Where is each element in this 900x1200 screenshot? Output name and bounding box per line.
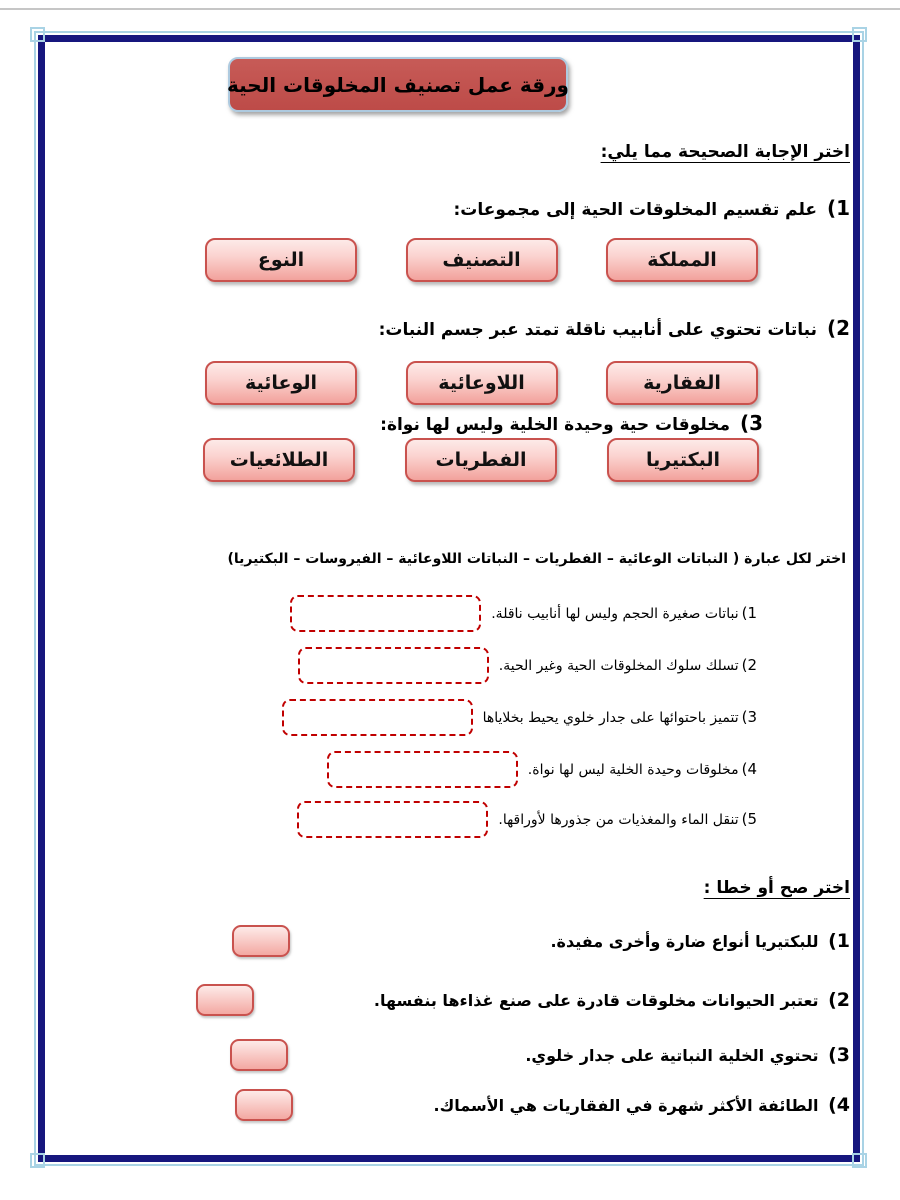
option-button-vascular[interactable]: الوعائية bbox=[205, 361, 357, 405]
true-false-1-text: للبكتيريا أنواع ضارة وأخرى مفيدة. bbox=[550, 932, 819, 951]
matching-statement-5 bbox=[498, 810, 757, 828]
question-2-options bbox=[205, 361, 758, 405]
top-divider-line bbox=[0, 8, 900, 10]
frame-corner-ornament bbox=[852, 1153, 867, 1168]
multiple-choice-heading: اختر الإجابة الصحيحة مما يلي: bbox=[600, 142, 850, 162]
true-false-3-number: 3) bbox=[828, 1044, 850, 1066]
matching-row-2 bbox=[298, 646, 757, 684]
question-2 bbox=[379, 316, 850, 340]
true-false-3-text: تحتوي الخلية النباتية على جدار خلوي. bbox=[525, 1046, 819, 1065]
true-false-box-1[interactable] bbox=[232, 925, 290, 957]
answer-dropzone-2[interactable] bbox=[298, 647, 489, 684]
matching-statement-1 bbox=[491, 604, 757, 622]
matching-row-3 bbox=[282, 698, 757, 736]
true-false-4-number: 4) bbox=[828, 1094, 850, 1116]
answer-dropzone-5[interactable] bbox=[297, 801, 488, 838]
question-3-text: مخلوقات حية وحيدة الخلية وليس لها نواة: bbox=[380, 415, 731, 435]
matching-row-4 bbox=[327, 750, 757, 788]
answer-dropzone-1[interactable] bbox=[290, 595, 481, 632]
question-2-number: 2) bbox=[826, 316, 850, 340]
option-button-nonvascular[interactable]: اللاوعائية bbox=[406, 361, 558, 405]
matching-5-number: 5) bbox=[741, 810, 757, 828]
option-button-protists[interactable]: الطلائعيات bbox=[203, 438, 355, 482]
matching-5-text: تنقل الماء والمغذيات من جذورها لأوراقها. bbox=[498, 812, 739, 828]
option-button-fungi[interactable]: الفطريات bbox=[405, 438, 557, 482]
true-false-box-3[interactable] bbox=[230, 1039, 288, 1071]
true-false-1-number: 1) bbox=[828, 930, 850, 952]
frame-corner-ornament bbox=[30, 27, 45, 42]
matching-statement-4 bbox=[528, 760, 757, 778]
answer-dropzone-4[interactable] bbox=[327, 751, 518, 788]
true-false-statement-2 bbox=[374, 984, 850, 1017]
matching-heading: اختر لكل عبارة ( النباتات الوعائية – الفطريات – النباتات اللاوعائية – الفيروسات – البكتيريا) bbox=[227, 551, 846, 567]
frame-corner-ornament bbox=[852, 27, 867, 42]
question-1-number: 1) bbox=[826, 196, 850, 220]
option-button-classification[interactable]: التصنيف bbox=[406, 238, 558, 282]
matching-3-number: 3) bbox=[741, 708, 757, 726]
matching-row-5 bbox=[297, 800, 757, 838]
matching-row-1 bbox=[290, 594, 757, 632]
question-1-text: علم تقسيم المخلوقات الحية إلى مجموعات: bbox=[453, 200, 818, 220]
option-button-vertebrates[interactable]: الفقارية bbox=[606, 361, 758, 405]
option-button-species[interactable]: النوع bbox=[205, 238, 357, 282]
true-false-statement-3 bbox=[525, 1039, 850, 1072]
true-false-box-4[interactable] bbox=[235, 1089, 293, 1121]
frame-corner-ornament bbox=[30, 1153, 45, 1168]
true-false-statement-4 bbox=[433, 1089, 850, 1122]
matching-1-text: نباتات صغيرة الحجم وليس لها أنابيب ناقلة. bbox=[491, 606, 739, 622]
true-false-2-text: تعتبر الحيوانات مخلوقات قادرة على صنع غذاءها بنفسها. bbox=[373, 991, 819, 1010]
true-false-statement-1 bbox=[550, 925, 850, 958]
question-3-options bbox=[203, 438, 759, 482]
matching-2-number: 2) bbox=[741, 656, 757, 674]
matching-2-text: تسلك سلوك المخلوقات الحية وغير الحية. bbox=[498, 658, 739, 674]
page-title: ورقة عمل تصنيف المخلوقات الحية bbox=[227, 72, 569, 97]
matching-4-text: مخلوقات وحيدة الخلية ليس لها نواة. bbox=[527, 762, 739, 778]
option-button-kingdom[interactable]: المملكة bbox=[606, 238, 758, 282]
matching-statement-3 bbox=[483, 708, 757, 726]
matching-4-number: 4) bbox=[741, 760, 757, 778]
matching-statement-2 bbox=[499, 656, 757, 674]
question-1-options bbox=[205, 238, 758, 282]
question-2-text: نباتات تحتوي على أنابيب ناقلة تمتد عبر جسم النبات: bbox=[378, 320, 818, 340]
true-false-box-2[interactable] bbox=[196, 984, 254, 1016]
true-false-2-number: 2) bbox=[828, 989, 850, 1011]
answer-dropzone-3[interactable] bbox=[282, 699, 473, 736]
question-3-number: 3) bbox=[739, 411, 763, 435]
question-3 bbox=[380, 411, 763, 435]
option-button-bacteria[interactable]: البكتيريا bbox=[607, 438, 759, 482]
worksheet-title-banner bbox=[228, 57, 568, 112]
matching-1-number: 1) bbox=[741, 604, 757, 622]
true-false-heading: اختر صح أو خطا : bbox=[703, 878, 850, 898]
question-1 bbox=[453, 196, 850, 220]
matching-3-text: تتميز باحتوائها على جدار خلوي يحيط بخلاياها bbox=[482, 710, 739, 726]
true-false-4-text: الطائفة الأكثر شهرة في الفقاريات هي الأسماك. bbox=[433, 1096, 819, 1115]
